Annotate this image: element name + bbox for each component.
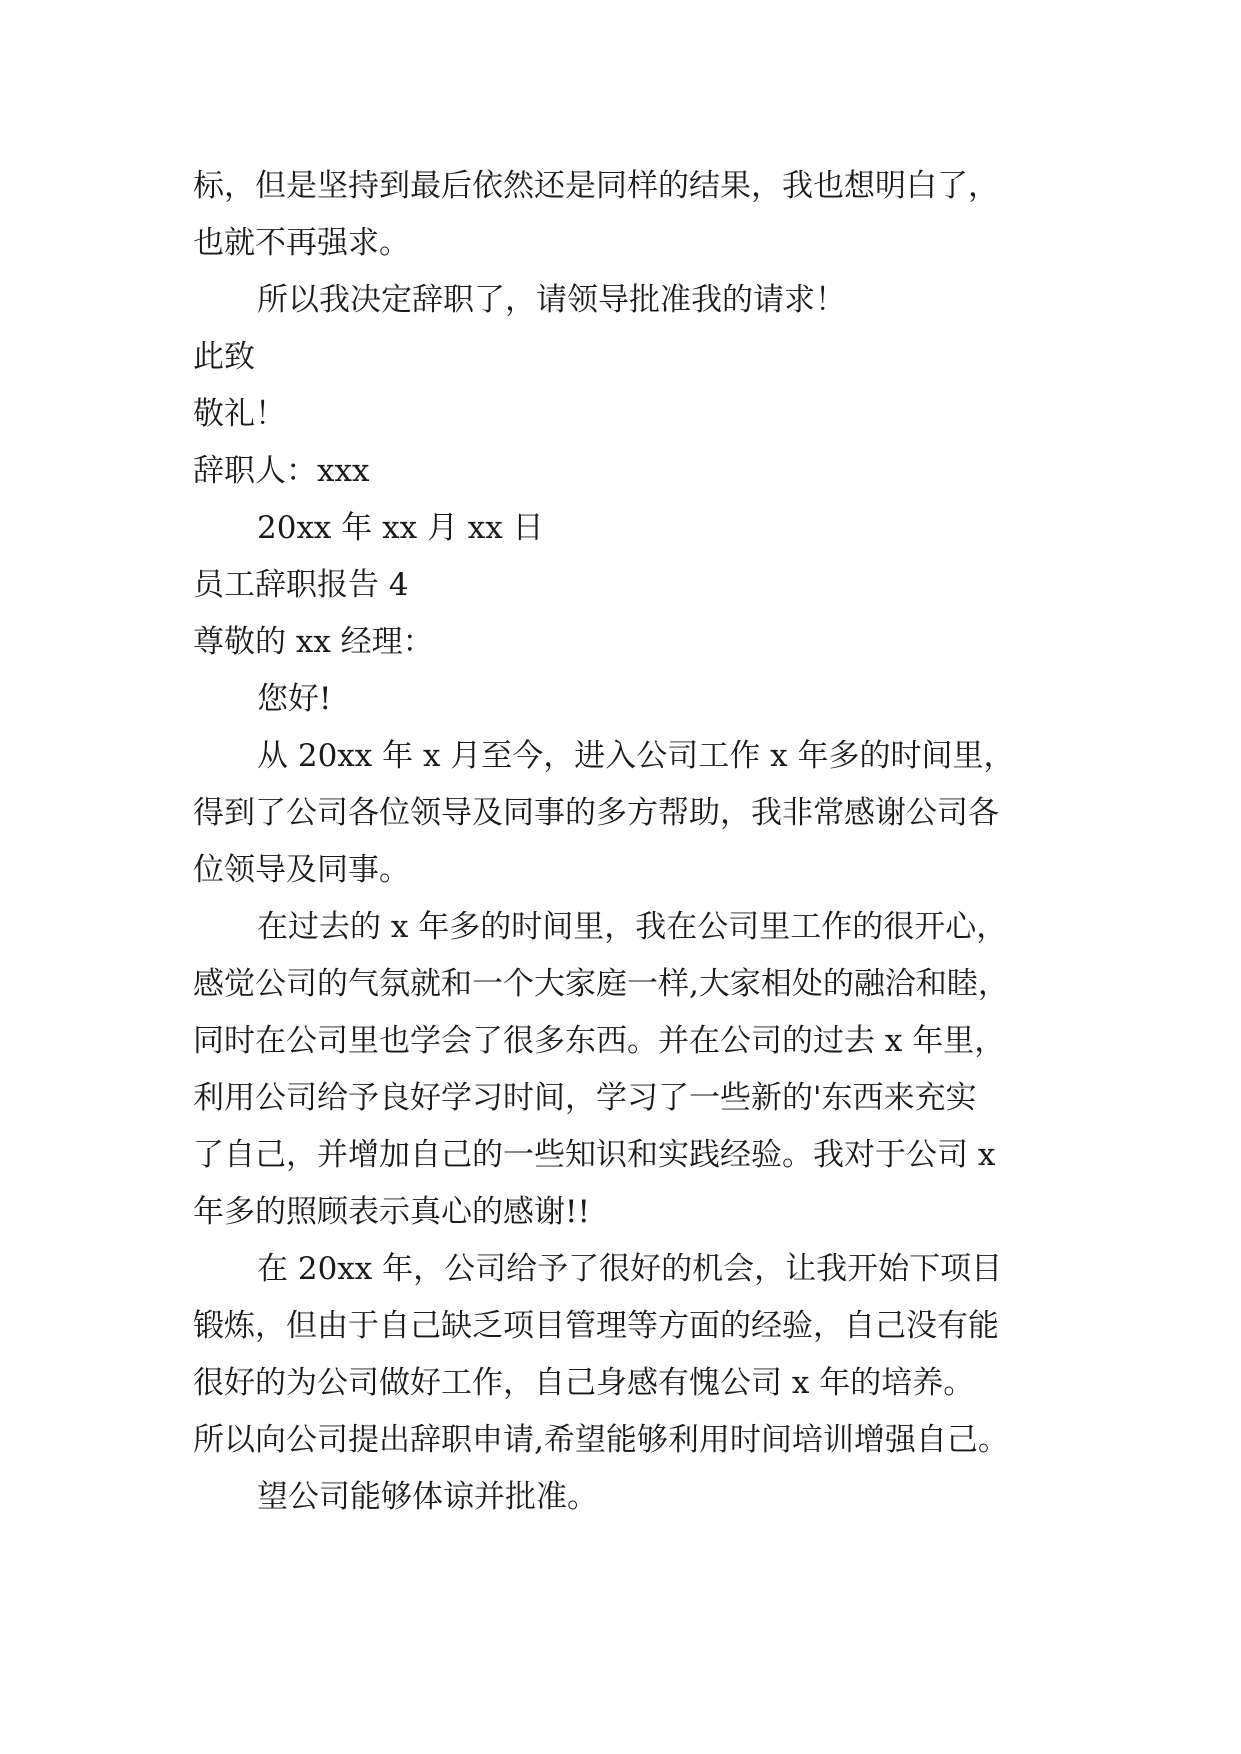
paragraph-line: 年多的照顾表示真心的感谢!!: [193, 1194, 590, 1230]
paragraph-line: 所以向公司提出辞职申请,希望能够利用时间培训增强自己。: [193, 1422, 1009, 1458]
paragraph-line: 很好的为公司做好工作，自己身感有愧公司 x 年的培养。: [193, 1365, 975, 1401]
paragraph-line: 位领导及同事。: [193, 852, 410, 888]
paragraph-line: 在 20xx 年，公司给予了很好的机会，让我开始下项目: [257, 1251, 1003, 1287]
signature-line: 辞职人：xxx: [193, 453, 370, 489]
paragraph-line: 利用公司给予良好学习时间，学习了一些新的'东西来充实: [193, 1080, 977, 1116]
paragraph-line: 也就不再强求。: [193, 225, 410, 261]
section-title: 员工辞职报告 4: [193, 567, 409, 603]
paragraph-line: 从 20xx 年 x 月至今，进入公司工作 x 年多的时间里，: [257, 738, 1015, 774]
paragraph-line: 所以我决定辞职了，请领导批准我的请求！: [257, 282, 846, 318]
paragraph-line: 望公司能够体谅并批准。: [257, 1479, 598, 1515]
closing-line: 此致: [193, 339, 255, 375]
paragraph-line: 得到了公司各位领导及同事的多方帮助，我非常感谢公司各: [193, 795, 999, 831]
date-line: 20xx 年 xx 月 xx 日: [257, 510, 544, 546]
closing-salutation: 敬礼！: [193, 396, 286, 432]
paragraph-line: 感觉公司的气氛就和一个大家庭一样,大家相处的融洽和睦，: [193, 966, 1009, 1002]
paragraph-line: 锻炼，但由于自己缺乏项目管理等方面的经验，自己没有能: [193, 1308, 999, 1344]
greeting-line: 您好!: [257, 681, 332, 717]
paragraph-line: 同时在公司里也学会了很多东西。并在公司的过去 x 年里，: [193, 1023, 1006, 1059]
recipient-line: 尊敬的 xx 经理：: [193, 624, 434, 660]
paragraph-line: 了自己，并增加自己的一些知识和实践经验。我对于公司 x: [193, 1137, 996, 1173]
paragraph-line: 在过去的 x 年多的时间里，我在公司里工作的很开心，: [257, 909, 1008, 945]
paragraph-line: 标，但是坚持到最后依然还是同样的结果，我也想明白了，: [193, 168, 999, 204]
